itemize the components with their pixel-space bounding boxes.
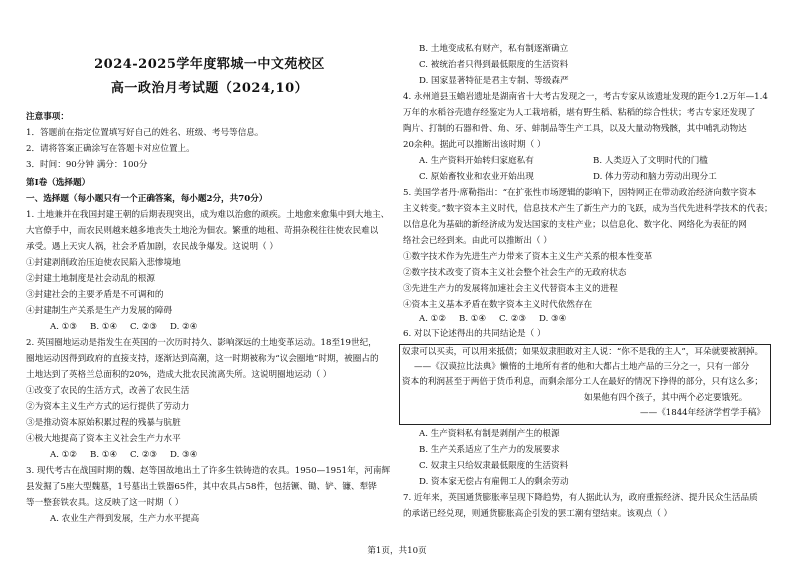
option-b: B. ①④ xyxy=(459,314,487,324)
option-row xyxy=(419,314,579,325)
option-b: B. ①④ xyxy=(90,450,118,460)
question-text: 等一整套铁农具。这反映了这一时期（ ） xyxy=(26,498,184,508)
question-text: 4. 永州道县玉蟾岩遗址是湖南省十大考古发现之一，考古专家从该遗址发现的距今1.2万年—1.4 xyxy=(403,92,768,102)
quote-line: ——《汉谟拉比法典》懒惰的土地所有者的他和大都占土地产品的三分之一，只有一部分 xyxy=(414,362,750,372)
question-text: 5. 美国学者丹·席勒指出：“在扩张性市场逻辑的影响下，因特网正在带动政治经济向数字资本 xyxy=(403,188,757,198)
option-row xyxy=(50,322,210,333)
option-row xyxy=(50,450,210,461)
quote-line: 奴隶可以买卖，可以用来抵债；如果奴隶胆敢对主人说：“你不是我的主人”，耳朵就要被割掉。 xyxy=(402,347,764,357)
question-text: 3. 现代考古在战国时期的魏、赵等国故地出土了许多生铁铸造的农具。1950—1951年，河南辉 xyxy=(26,466,391,476)
statement: ①数字技术作为先进生产力带来了资本主义生产关系的根本性变革 xyxy=(403,252,653,262)
option-a: A. 生产资料开始转归家庭私有 xyxy=(419,156,534,166)
question-text: 县发掘了5座大型魏墓，1号墓出土铁器65件，其中农具占58件，包括镢、锄、铲、镰、犁铧 xyxy=(26,482,377,492)
page-number: 第1页，共10页 xyxy=(367,546,427,556)
question-text: 络社会已经到来。由此可以推断出（ ） xyxy=(403,236,552,246)
option-d: D. 体力劳动和脑力劳动出现分工 xyxy=(593,172,717,182)
notice-item: 3．时间：90分钟 满分：100分 xyxy=(26,160,148,170)
question-text: 以信息化为基础的新经济成为发达国家的支柱产业；以信息化、数字化、网络化为表征的网 xyxy=(403,220,747,230)
option-b: B. 生产关系适应了生产力的发展要求 xyxy=(419,445,560,455)
option-c: C. ②③ xyxy=(499,314,527,324)
option-c: C. 原始畜牧业和农业开始出现 xyxy=(419,172,534,182)
option-a: A. ①② xyxy=(419,314,447,324)
question-text: 20余种。据此可以推断出该时期（ ） xyxy=(403,140,546,150)
option-d: D. 国家显著特征是君主专制、等级森严 xyxy=(419,76,569,86)
statement: ④封建制生产关系是生产力发展的障碍 xyxy=(26,306,173,316)
question-text: 圈地运动因得到政府的直接支持，逐渐达到高潮，这一时期被称为“议会圈地”时期，被圈占的 xyxy=(26,354,379,364)
option-d: D. ③④ xyxy=(539,314,567,324)
notice-item: 1．答题前在指定位置填写好自己的姓名、班级、考号等信息。 xyxy=(26,128,264,138)
volume-title: 第Ⅰ卷（选择题） xyxy=(26,178,91,188)
option-a: A. ①③ xyxy=(50,322,78,332)
statement: ④极大地提高了资本主义社会生产力水平 xyxy=(26,434,181,444)
option-c: C. ②③ xyxy=(130,450,158,460)
option-a: A. ①② xyxy=(50,450,78,460)
quote-source: ——《1844年经济学哲学手稿》 xyxy=(640,408,765,418)
question-text: 大官僚手中，而农民则越来越多地丧失土地沦为佃农。繁重的地租、苛捐杂税往往使农民难以 xyxy=(26,226,379,236)
statement: ④资本主义基本矛盾在数字资本主义时代依然存在 xyxy=(403,300,593,310)
option-c: C. ②③ xyxy=(130,322,158,332)
statement: ②封建土地制度是社会动乱的根源 xyxy=(26,274,155,284)
option-b: B. 土地变成私有财产，私有制逐渐确立 xyxy=(419,44,569,54)
statement: ③先进生产力的发展将加速社会主义代替资本主义的进程 xyxy=(403,284,618,294)
option-b: B. ①④ xyxy=(90,322,118,332)
question-text: 6. 对以下论述得出的共同结论是（ ） xyxy=(403,329,546,339)
statement: ③是推动资本原始积累过程的残暴与肮脏 xyxy=(26,418,181,428)
question-text: 7. 近年来，英国通货膨胀率呈现下降趋势，有人据此认为，政府重振经济、提升民众生活品质 xyxy=(403,493,758,503)
question-text: 土地达到了英格兰总面积的20%，造成大批农民流离失所。这说明圈地运动（ ） xyxy=(26,370,332,380)
question-text: 的承诺已经兑现，则通货膨胀高企引发的罢工潮有望结束。该观点（ ） xyxy=(403,509,673,519)
notice-heading: 注意事项： xyxy=(26,112,69,122)
option-a: A. 农业生产得到发展，生产力水平提高 xyxy=(50,514,200,524)
statement: ①封建剥削政治压迫使农民陷入悲惨境地 xyxy=(26,258,181,268)
statement: ③封建社会的主要矛盾是不可调和的 xyxy=(26,290,164,300)
option-d: D. ③④ xyxy=(170,450,198,460)
option-b: B. 人类迈入了文明时代的门槛 xyxy=(593,156,708,166)
question-text: 陶片、打制的石器和骨、角、牙、蚌制品等生产工具，以及大量动物残骸，其中哺乳动物达 xyxy=(403,124,747,134)
option-a: A. 生产资料私有制是剥削产生的根源 xyxy=(419,429,560,439)
question-text: 万年的水稻谷壳遗存经鉴定为人工栽培稻，堪有野生稻、粘稻的综合性状；考古专家还发现了 xyxy=(403,108,756,118)
exam-title: 2024-2025学年度郓城一中文苑校区 xyxy=(94,57,325,72)
option-d: D. ②④ xyxy=(170,322,198,332)
option-d: D. 资本家无偿占有雇佣工人的剩余劳动 xyxy=(419,477,569,487)
question-text: 主义转变。”数字资本主义时代，信息技术产生了新生产力的飞跃，成为当代先进科学技术的代表； xyxy=(403,204,773,214)
notice-item: 2．请将答案正确涂写在答题卡对应位置上。 xyxy=(26,144,195,154)
statement: ②数字技术改变了资本主义社会整个社会生产的无政府状态 xyxy=(403,268,627,278)
exam-subtitle: 高一政治月考试题（2024,10） xyxy=(110,81,309,96)
question-text: 2. 英国圈地运动是指发生在英国的一次历时持久、影响深远的土地变革运动。18至19世纪， xyxy=(26,338,377,348)
quote-line: 资本的利润甚至于两倍于货币利息，而剩余部分工人在最好的情况下挣得的部分，只有这么多； xyxy=(402,377,763,387)
question-text: 1. 土地兼并在我国封建王朝的后期表现突出，成为难以治愈的顽疾。土地愈来愈集中到大地主、 xyxy=(26,210,390,220)
question-text: 承受。遇上天灾人祸，社会矛盾加剧，农民战争爆发。这说明（ ） xyxy=(26,242,278,252)
statement: ①改变了农民的生活方式，改善了农民生活 xyxy=(26,386,190,396)
statement: ②为资本主义生产方式的运行提供了劳动力 xyxy=(26,402,190,412)
quote-line: 如果他有四个孩子，其中两个必定要饿死。 xyxy=(584,393,748,403)
option-c: C. 被统治者只得到最低限度的生活资料 xyxy=(419,60,569,70)
option-c: C. 奴隶主只给奴隶最低限度的生活资料 xyxy=(419,461,569,471)
part-title: 一、选择题（每小题只有一个正确答案，每小题2分，共70分） xyxy=(26,194,268,204)
